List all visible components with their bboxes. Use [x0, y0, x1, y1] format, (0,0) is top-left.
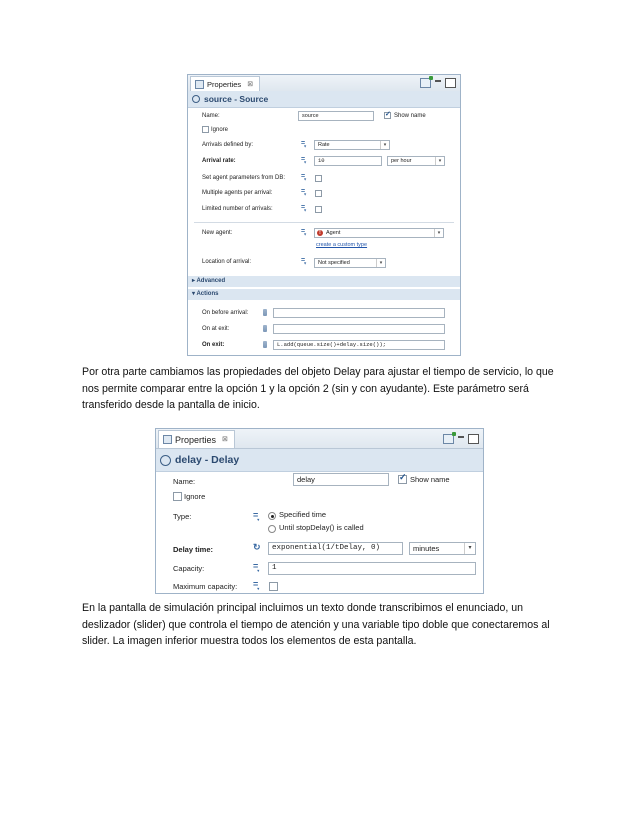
static-value-icon[interactable]: $=_▾$ — [301, 204, 306, 213]
until-stop-delay-label: Until stopDelay() is called — [279, 523, 364, 532]
name-label: Name: — [202, 113, 220, 119]
close-icon[interactable]: ⊠ — [247, 80, 254, 88]
capacity-field[interactable]: 1 — [268, 562, 476, 575]
clock-icon — [160, 455, 171, 466]
on-exit-label: On exit: — [202, 342, 225, 348]
on-exit-field[interactable]: L.add(queue.size()+delay.size()); — [273, 340, 445, 350]
location-label: Location of arrival: — [202, 259, 252, 265]
object-title: source - Source — [204, 94, 269, 104]
max-capacity-checkbox[interactable] — [269, 582, 278, 591]
ignore-label: Ignore — [184, 492, 206, 501]
chevron-down-icon: ▾ — [464, 543, 475, 554]
tab-properties[interactable] — [190, 76, 260, 92]
maximize-icon[interactable] — [445, 78, 456, 88]
code-icon — [263, 309, 267, 316]
show-name-label: Show name — [394, 113, 426, 119]
limited-arrivals-label: Limited number of arrivals: — [202, 206, 273, 212]
new-agent-value: Agent — [326, 230, 341, 236]
ignore-checkbox[interactable] — [202, 126, 209, 133]
arrivals-defined-value: Rate — [318, 142, 330, 148]
name-field[interactable]: delay — [293, 473, 389, 486]
panel-toolbar — [420, 78, 456, 88]
chevron-down-icon: ▾ — [380, 141, 389, 149]
actions-section-header[interactable] — [188, 289, 460, 300]
capacity-label: Capacity: — [173, 564, 205, 573]
close-icon[interactable]: ⊠ — [222, 435, 228, 443]
multiple-agents-label: Multiple agents per arrival: — [202, 190, 273, 196]
arrivals-defined-label: Arrivals defined by: — [202, 142, 254, 148]
divider — [194, 222, 454, 223]
delay-time-unit: minutes — [413, 544, 440, 553]
object-title: delay - Delay — [175, 454, 240, 466]
paragraph-main-screen-description: En la pantalla de simulación principal incluimos un texto donde transcribimos el enunciado, un deslizador (slider) que controla el tiempo de atención y una variable tipo doble que conectaremos al slider. La imagen inferior muestra todos los elementos de esta pantalla. — [82, 602, 550, 647]
on-before-arrival-label: On before arrival: — [202, 310, 249, 316]
set-agent-params-checkbox[interactable] — [315, 175, 322, 182]
actions-section-label: Actions — [196, 291, 219, 297]
create-custom-type-link[interactable]: create a custom type — [316, 242, 368, 248]
show-name-label: Show name — [410, 475, 450, 484]
ignore-checkbox[interactable] — [173, 492, 182, 501]
new-agent-label: New agent: — [202, 230, 233, 236]
delay-time-label: Delay time: — [173, 545, 214, 554]
set-agent-params-label: Set agent parameters from DB: — [202, 175, 286, 181]
delay-time-field[interactable]: exponential(1/tDelay, 0) — [268, 542, 403, 555]
arrival-rate-label: Arrival rate: — [202, 158, 236, 164]
static-value-icon[interactable]: $=_▾$ — [253, 579, 259, 591]
chevron-down-icon: ▾ — [192, 291, 197, 297]
new-window-icon[interactable] — [420, 78, 431, 88]
tab-label: Properties — [207, 79, 242, 89]
object-title-bar — [188, 91, 460, 108]
show-name-checkbox[interactable] — [398, 475, 407, 484]
dynamic-value-icon[interactable]: ↻ — [253, 542, 260, 552]
tab-label: Properties — [175, 434, 217, 445]
advanced-section-header[interactable] — [188, 276, 460, 287]
radio-until-stop-delay[interactable] — [268, 525, 276, 533]
show-name-checkbox[interactable] — [384, 112, 391, 119]
radio-specified-time[interactable] — [268, 512, 276, 520]
ignore-label: Ignore — [211, 127, 229, 133]
name-field[interactable]: source — [298, 111, 374, 121]
properties-icon — [163, 435, 172, 444]
new-window-icon[interactable] — [443, 434, 454, 444]
location-select[interactable] — [314, 258, 386, 268]
source-properties-panel — [187, 74, 461, 356]
object-title-bar — [156, 449, 483, 472]
source-icon — [192, 95, 200, 103]
new-agent-select[interactable] — [314, 228, 444, 238]
name-label: Name: — [173, 477, 196, 486]
static-value-icon[interactable]: $=_▾$ — [301, 228, 306, 237]
static-value-icon[interactable]: $=_▾$ — [301, 156, 306, 165]
chevron-down-icon: ▾ — [435, 157, 444, 165]
tab-bar — [156, 429, 483, 449]
chevron-right-icon: ▸ — [192, 278, 197, 284]
specified-time-label: Specified time — [279, 510, 327, 519]
error-icon: ! — [317, 230, 323, 236]
chevron-down-icon: ▾ — [376, 259, 385, 267]
on-at-exit-field[interactable] — [273, 324, 445, 334]
delay-properties-panel — [155, 428, 484, 594]
static-value-icon[interactable]: $=_▾$ — [301, 140, 306, 149]
properties-icon — [195, 80, 204, 89]
on-at-exit-label: On at exit: — [202, 326, 230, 332]
location-value: Not specified — [318, 260, 350, 266]
tab-bar — [188, 75, 460, 92]
delay-time-unit-select[interactable] — [409, 542, 476, 555]
arrival-rate-unit: per hour — [391, 158, 412, 164]
chevron-down-icon: ▾ — [434, 229, 443, 237]
arrival-rate-field[interactable]: 10 — [314, 156, 382, 166]
static-value-icon[interactable]: $=_▾$ — [301, 188, 306, 197]
tab-properties[interactable] — [158, 430, 235, 448]
advanced-section-label: Advanced — [196, 278, 226, 284]
arrival-rate-unit-select[interactable] — [387, 156, 445, 166]
minimize-icon[interactable] — [435, 80, 441, 86]
static-value-icon[interactable]: $=_▾$ — [253, 561, 259, 573]
arrivals-defined-select[interactable] — [314, 140, 390, 150]
static-value-icon[interactable]: $=_▾$ — [301, 257, 306, 266]
code-icon — [263, 325, 267, 332]
limited-arrivals-checkbox[interactable] — [315, 206, 322, 213]
static-value-icon[interactable]: $=_▾$ — [253, 510, 259, 522]
static-value-icon[interactable]: $=_▾$ — [301, 173, 306, 182]
multiple-agents-checkbox[interactable] — [315, 190, 322, 197]
panel-toolbar — [443, 434, 479, 444]
on-before-arrival-field[interactable] — [273, 308, 445, 318]
max-capacity-label: Maximum capacity: — [173, 582, 238, 591]
code-icon — [263, 341, 267, 348]
paragraph-delay-description: Por otra parte cambiamos las propiedades del objeto Delay para ajustar el tiempo de servicio, lo que nos permite comparar entre la opción 1 y la opción 2 (sin y con ayudante). Este parámetro será transferido desde la pantalla de inicio. — [82, 366, 554, 411]
maximize-icon[interactable] — [468, 434, 479, 444]
type-label: Type: — [173, 512, 192, 521]
minimize-icon[interactable] — [458, 436, 464, 442]
